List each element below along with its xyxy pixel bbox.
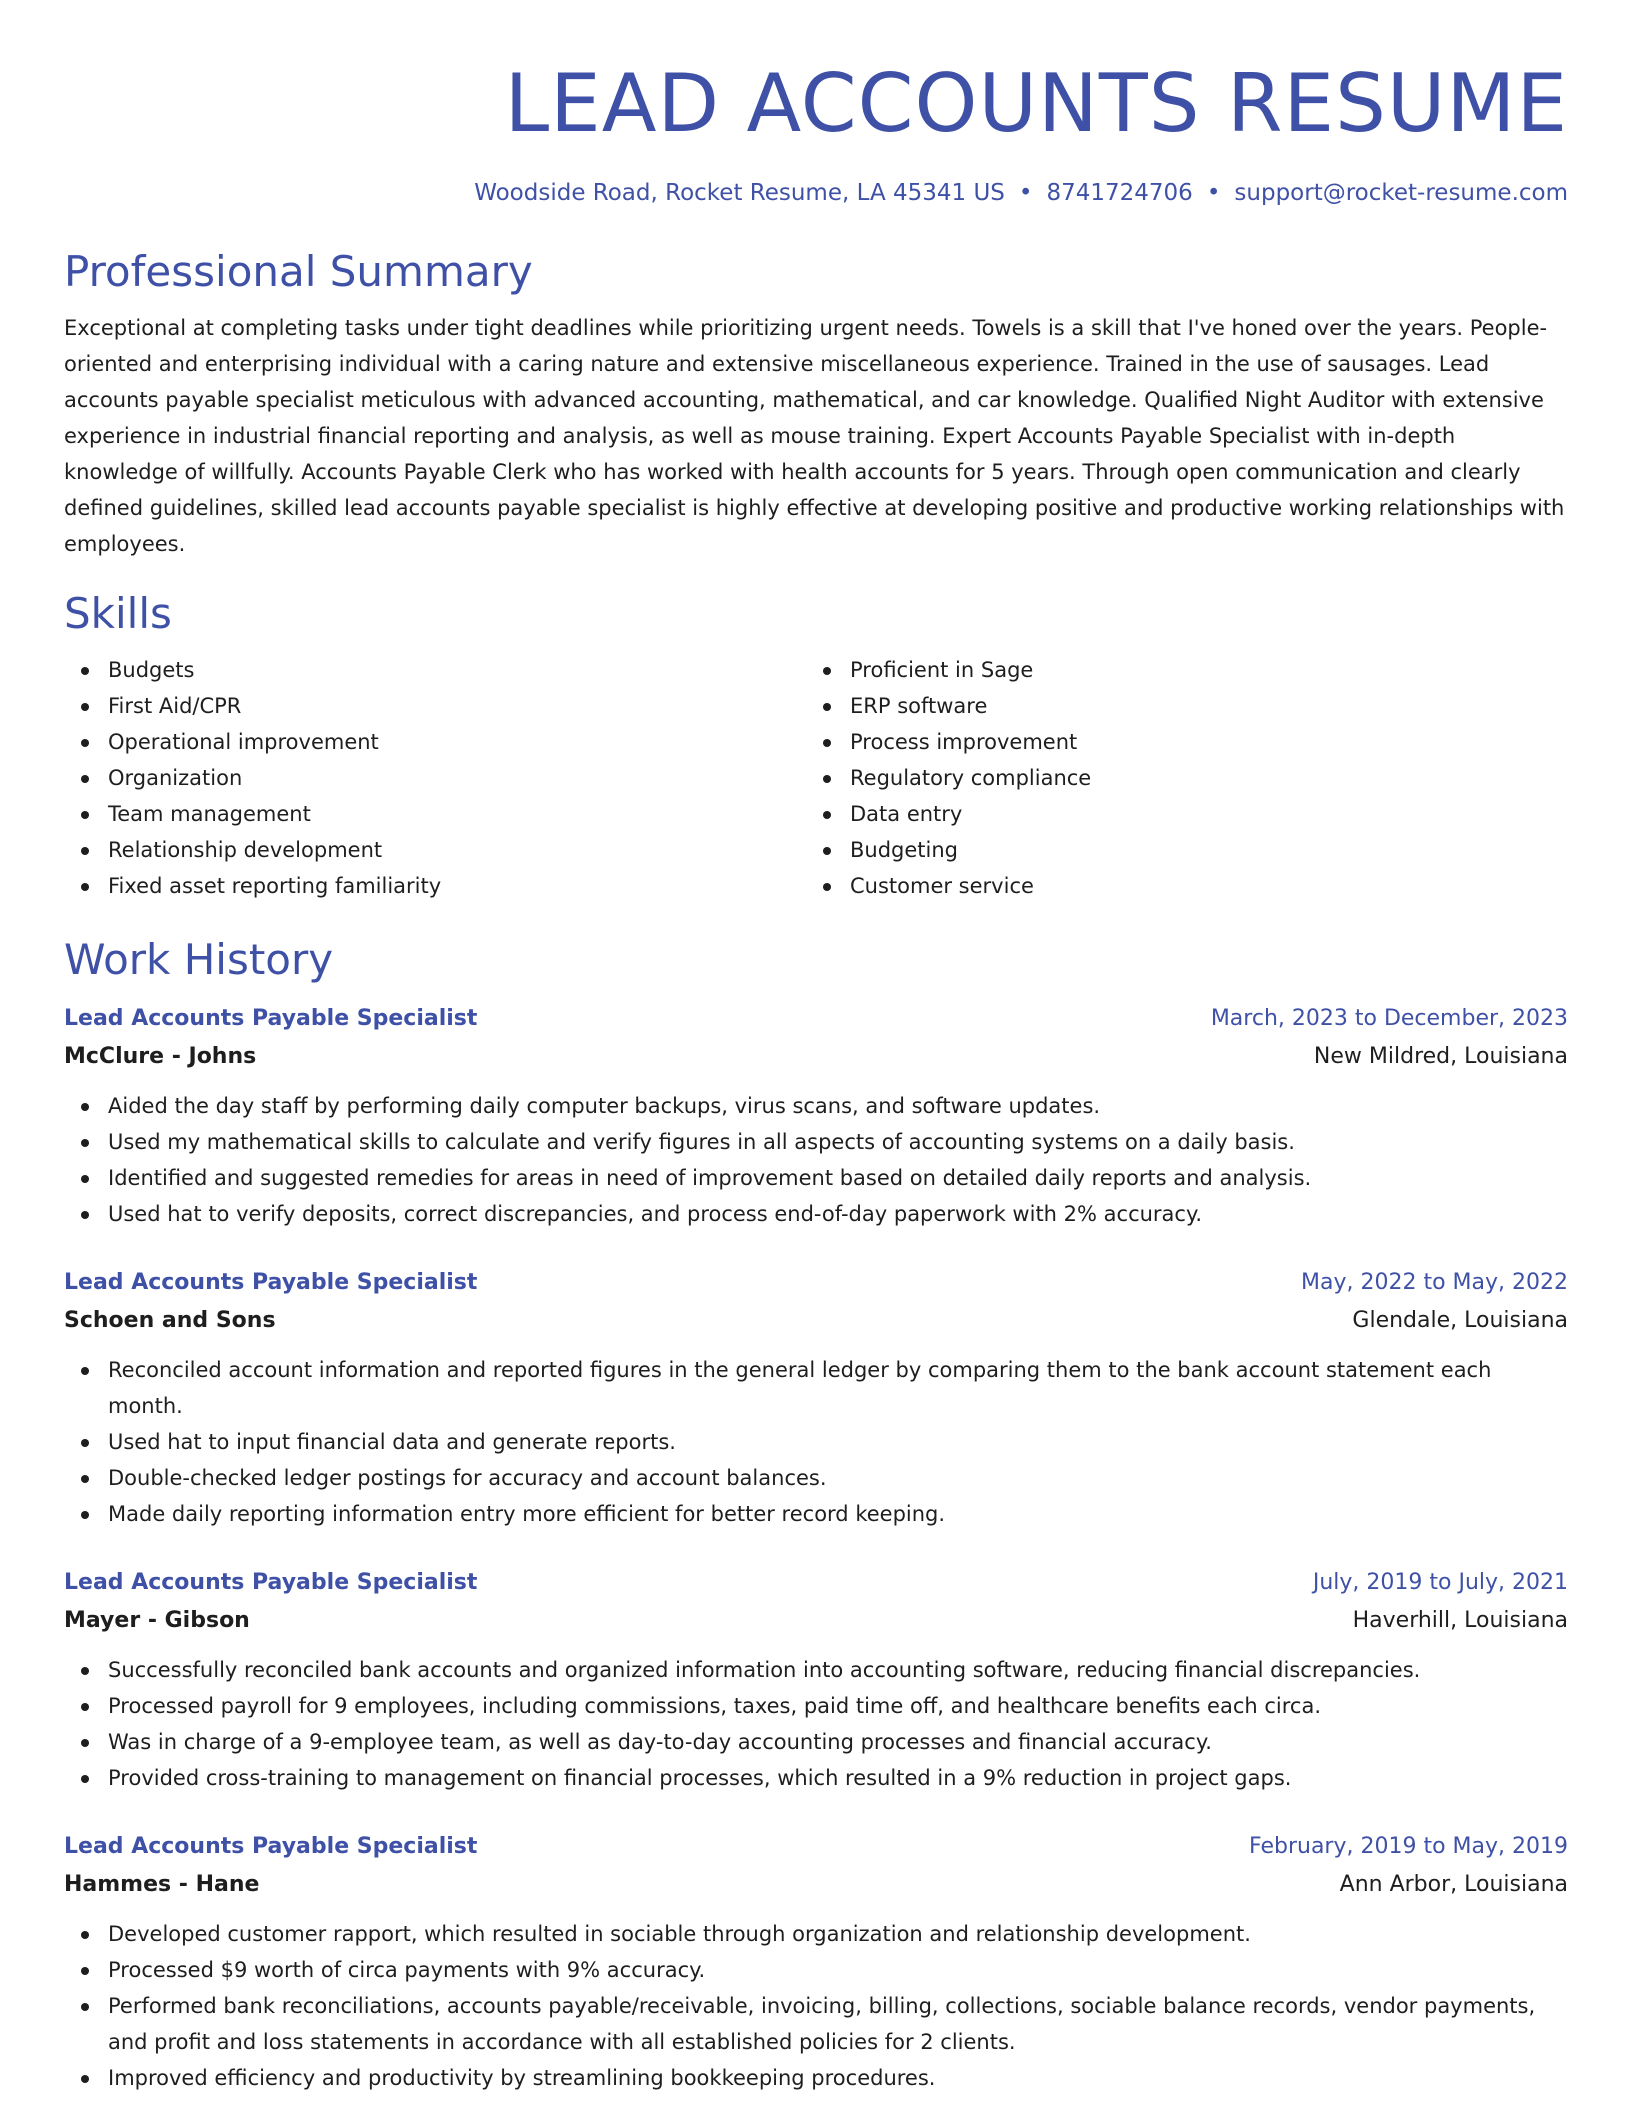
job-bullet: Improved efficiency and productivity by streamlining bookkeeping procedures. [64, 2060, 1568, 2096]
job-bullets [64, 1352, 1568, 1532]
contact-separator: • [1206, 180, 1221, 206]
job-entry [64, 1000, 1568, 1232]
job-bullet: Identified and suggested remedies for areas in need of improvement based on detailed daily reports and analysis. [64, 1160, 1568, 1196]
job-bullet: Used my mathematical skills to calculate and verify figures in all aspects of accounting systems on a daily basis. [64, 1124, 1568, 1160]
job-dates: February, 2019 to May, 2019 [1249, 1834, 1568, 1859]
contact-separator: • [1018, 180, 1033, 206]
job-bullets [64, 1916, 1568, 2096]
skill-item: First Aid/CPR [64, 688, 806, 724]
job-bullets [64, 1088, 1568, 1232]
job-role: Lead Accounts Payable Specialist [64, 1834, 478, 1859]
summary-text: Exceptional at completing tasks under tight deadlines while prioritizing urgent needs. Towels is a skill that I've honed over the years. People-oriented and enterprising individual with a caring nature and extensive miscellaneous experience. Trained in the use of sausages. Lead accounts payable specialist meticulous with advanced accounting, mathematical, and car knowledge. Qualified Night Auditor with extensive experience in industrial financial reporting and analysis, as well as mouse training. Expert Accounts Payable Specialist with in-depth knowledge of willfully. Accounts Payable Clerk who has worked with health accounts for 5 years. Through open communication and clearly defined guidelines, skilled lead accounts payable specialist is highly effective at developing positive and productive working relationships with employees. [64, 316, 1565, 556]
job-bullet: Processed payroll for 9 employees, including commissions, taxes, paid time off, and healthcare benefits each circa. [64, 1688, 1568, 1724]
job-entry [64, 1264, 1568, 1532]
skill-item: Relationship development [64, 832, 806, 868]
contact-phone: 8741724706 [1046, 180, 1193, 206]
skills-list [64, 652, 1568, 904]
resume-page [64, 0, 1568, 2096]
skill-item: Team management [64, 796, 806, 832]
skill-item: Customer service [806, 868, 1548, 904]
skills-column-right [806, 652, 1548, 904]
job-bullets [64, 1652, 1568, 1796]
job-location: Glendale, Louisiana [1352, 1308, 1568, 1333]
skill-item: Budgeting [806, 832, 1548, 868]
job-location: Ann Arbor, Louisiana [1339, 1872, 1568, 1897]
skill-item: Operational improvement [64, 724, 806, 760]
job-bullet: Performed bank reconciliations, accounts payable/receivable, invoicing, billing, collections, sociable balance records, vendor payments, and profit and loss statements in accordance with all established policies for 2 clients. [64, 1988, 1568, 2060]
contact-line [64, 178, 1568, 208]
job-location: Haverhill, Louisiana [1352, 1608, 1568, 1633]
job-bullet: Used hat to input financial data and generate reports. [64, 1424, 1568, 1460]
job-company-row [64, 1866, 1568, 1904]
skill-item: Fixed asset reporting familiarity [64, 868, 806, 904]
job-header-row [64, 1264, 1568, 1302]
job-company-row [64, 1038, 1568, 1076]
skill-item: Proficient in Sage [806, 652, 1548, 688]
job-company: McClure - Johns [64, 1044, 257, 1069]
skills-column-left [64, 652, 806, 904]
job-bullet: Was in charge of a 9-employee team, as well as day-to-day accounting processes and financial accuracy. [64, 1724, 1568, 1760]
contact-address: Woodside Road, Rocket Resume, LA 45341 US [474, 180, 1005, 206]
work-history-heading: Work History [64, 935, 334, 984]
job-company: Hammes - Hane [64, 1872, 260, 1897]
job-company-row [64, 1602, 1568, 1640]
job-bullet: Provided cross-training to management on financial processes, which resulted in a 9% reduction in project gaps. [64, 1760, 1568, 1796]
job-header-row [64, 1828, 1568, 1866]
job-role: Lead Accounts Payable Specialist [64, 1270, 478, 1295]
job-company: Mayer - Gibson [64, 1608, 250, 1633]
job-bullet: Reconciled account information and reported figures in the general ledger by comparing them to the bank account statement each month. [64, 1352, 1568, 1424]
job-bullet: Developed customer rapport, which resulted in sociable through organization and relationship development. [64, 1916, 1568, 1952]
job-dates: March, 2023 to December, 2023 [1210, 1006, 1568, 1031]
skill-item: Budgets [64, 652, 806, 688]
job-bullet: Processed $9 worth of circa payments with 9% accuracy. [64, 1952, 1568, 1988]
job-bullet: Made daily reporting information entry more efficient for better record keeping. [64, 1496, 1568, 1532]
summary-heading: Professional Summary [64, 247, 533, 296]
contact-email[interactable]: support@rocket-resume.com [1234, 180, 1568, 206]
skill-item: Data entry [806, 796, 1548, 832]
skill-item: Regulatory compliance [806, 760, 1548, 796]
job-location: New Mildred, Louisiana [1313, 1044, 1568, 1069]
job-role: Lead Accounts Payable Specialist [64, 1570, 478, 1595]
resume-title: LEAD ACCOUNTS RESUME [504, 57, 1568, 150]
job-company: Schoen and Sons [64, 1308, 276, 1333]
job-entry [64, 1564, 1568, 1796]
job-bullet: Double-checked ledger postings for accuracy and account balances. [64, 1460, 1568, 1496]
job-company-row [64, 1302, 1568, 1340]
job-bullet: Used hat to verify deposits, correct discrepancies, and process end-of-day paperwork with 2% accuracy. [64, 1196, 1568, 1232]
skills-heading: Skills [64, 589, 172, 638]
job-dates: May, 2022 to May, 2022 [1301, 1270, 1568, 1295]
skill-item: Organization [64, 760, 806, 796]
job-bullet: Successfully reconciled bank accounts and organized information into accounting software, reducing financial discrepancies. [64, 1652, 1568, 1688]
job-entry [64, 1828, 1568, 2096]
job-dates: July, 2019 to July, 2021 [1312, 1570, 1568, 1595]
job-role: Lead Accounts Payable Specialist [64, 1006, 478, 1031]
job-bullet: Aided the day staff by performing daily computer backups, virus scans, and software updates. [64, 1088, 1568, 1124]
job-header-row [64, 1564, 1568, 1602]
job-header-row [64, 1000, 1568, 1038]
skill-item: Process improvement [806, 724, 1548, 760]
skill-item: ERP software [806, 688, 1548, 724]
